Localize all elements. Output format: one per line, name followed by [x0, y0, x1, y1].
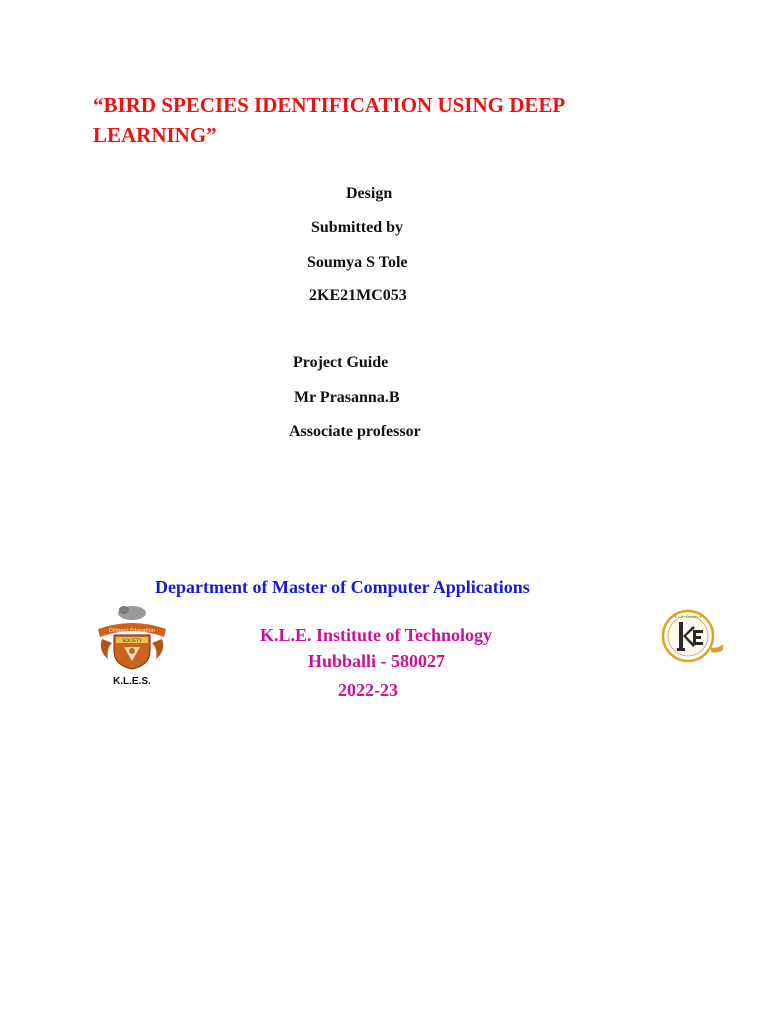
student-name: Soumya S Tole — [307, 254, 408, 271]
guide-name: Mr Prasanna.B — [294, 389, 400, 406]
academic-year: 2022-23 — [338, 680, 398, 700]
institute-city: Hubballi - 580027 — [308, 651, 446, 671]
kle-tech-logo — [655, 608, 725, 664]
submitted-by-label: Submitted by — [311, 219, 404, 236]
institute-name: K.L.E. Institute of Technology — [260, 625, 493, 645]
student-usn: 2KE21MC053 — [309, 287, 407, 304]
logo-ring-text: K.L.E. Society's — [674, 615, 702, 619]
kles-logo — [94, 603, 170, 671]
project-title: “BIRD SPECIES IDENTIFICATION USING DEEP LEARNING” — [93, 93, 565, 147]
design-label: Design — [346, 185, 393, 202]
shield-text: SOCIETY — [122, 639, 142, 644]
kles-logo-caption: K.L.E.S. — [113, 676, 151, 687]
ribbon-text: Diligent Education — [109, 628, 155, 634]
guide-designation: Associate professor — [289, 423, 421, 440]
guide-label: Project Guide — [293, 354, 389, 371]
department-name: Department of Master of Computer Applications — [155, 577, 530, 597]
